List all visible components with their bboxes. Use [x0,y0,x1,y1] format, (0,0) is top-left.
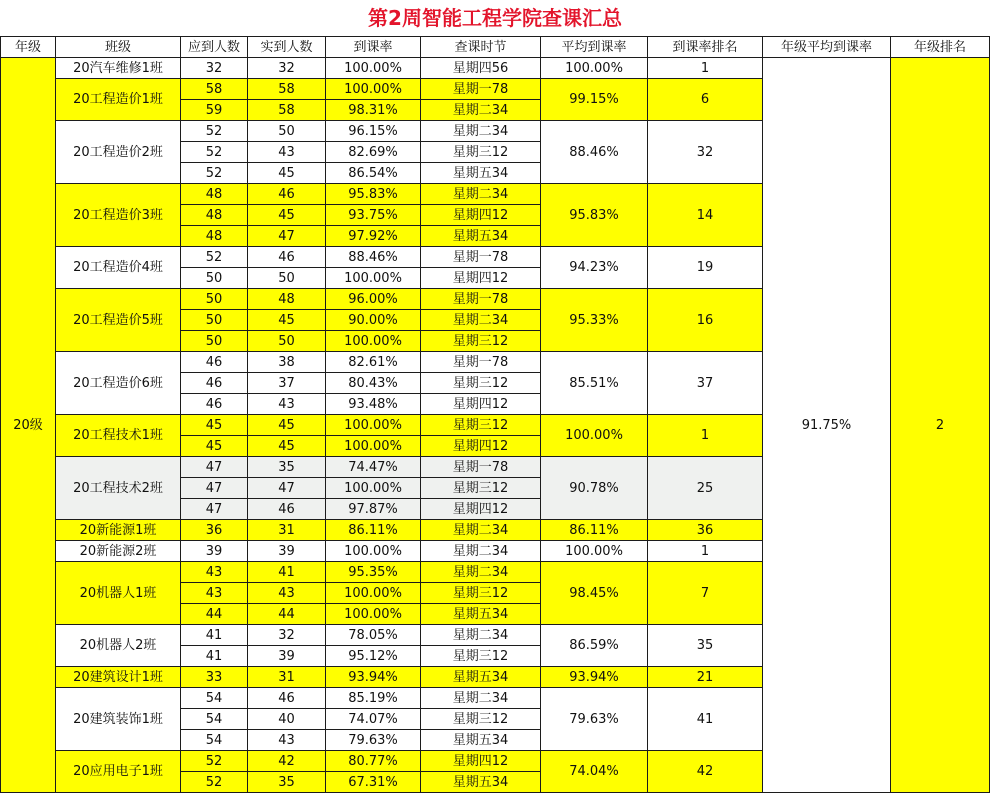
attendance-rate-cell: 97.87% [326,499,421,520]
average-rate-cell: 86.59% [541,625,648,667]
actual-count-cell: 46 [248,247,326,268]
check-period-cell: 星期三12 [421,583,541,604]
check-period-cell: 星期五34 [421,604,541,625]
average-rate-cell: 95.83% [541,184,648,247]
attendance-rate-cell: 93.75% [326,205,421,226]
actual-count-cell: 46 [248,184,326,205]
check-period-cell: 星期二34 [421,541,541,562]
actual-count-cell: 47 [248,226,326,247]
check-period-cell: 星期五34 [421,163,541,184]
check-period-cell: 星期五34 [421,226,541,247]
rate-rank-cell: 42 [648,751,763,793]
expected-count-cell: 58 [181,79,248,100]
header-row [1,37,990,58]
average-rate-cell: 100.00% [541,541,648,562]
check-period-cell: 星期五34 [421,667,541,688]
class-name-cell: 20机器人1班 [56,562,181,625]
actual-count-cell: 43 [248,730,326,751]
actual-count-cell: 43 [248,394,326,415]
expected-count-cell: 59 [181,100,248,121]
attendance-rate-cell: 100.00% [326,79,421,100]
check-period-cell: 星期一78 [421,457,541,478]
check-period-cell: 星期四12 [421,268,541,289]
actual-count-cell: 39 [248,646,326,667]
expected-count-cell: 41 [181,625,248,646]
attendance-rate-cell: 80.43% [326,373,421,394]
rate-rank-cell: 1 [648,415,763,457]
table-header [1,37,990,58]
rate-rank-cell: 16 [648,289,763,352]
actual-count-cell: 45 [248,436,326,457]
grade-rank-cell: 2 [891,58,990,793]
check-period-cell: 星期三12 [421,331,541,352]
check-period-cell: 星期四12 [421,205,541,226]
page-title: 第2周智能工程学院查课汇总 [368,6,622,30]
attendance-rate-cell: 67.31% [326,772,421,793]
attendance-rate-cell: 96.00% [326,289,421,310]
expected-count-cell: 32 [181,58,248,79]
rate-rank-cell: 36 [648,520,763,541]
attendance-rate-cell: 86.54% [326,163,421,184]
class-name-cell: 20工程造价2班 [56,121,181,184]
class-name-cell: 20工程技术2班 [56,457,181,520]
average-rate-cell: 99.15% [541,79,648,121]
expected-count-cell: 50 [181,289,248,310]
attendance-rate-cell: 86.11% [326,520,421,541]
header-actual-count: 实到人数 [248,37,326,58]
actual-count-cell: 47 [248,478,326,499]
attendance-rate-cell: 95.83% [326,184,421,205]
expected-count-cell: 50 [181,268,248,289]
expected-count-cell: 52 [181,163,248,184]
check-period-cell: 星期二34 [421,310,541,331]
attendance-rate-cell: 100.00% [326,583,421,604]
header-check-period: 查课时节 [421,37,541,58]
attendance-rate-cell: 85.19% [326,688,421,709]
rate-rank-cell: 7 [648,562,763,625]
actual-count-cell: 39 [248,541,326,562]
average-rate-cell: 86.11% [541,520,648,541]
check-period-cell: 星期三12 [421,478,541,499]
rate-rank-cell: 19 [648,247,763,289]
check-period-cell: 星期四12 [421,394,541,415]
actual-count-cell: 50 [248,121,326,142]
header-grade: 年级 [1,37,56,58]
check-period-cell: 星期一78 [421,247,541,268]
expected-count-cell: 46 [181,352,248,373]
attendance-rate-cell: 95.12% [326,646,421,667]
average-rate-cell: 74.04% [541,751,648,793]
expected-count-cell: 50 [181,331,248,352]
check-period-cell: 星期二34 [421,100,541,121]
attendance-rate-cell: 100.00% [326,268,421,289]
expected-count-cell: 52 [181,121,248,142]
rate-rank-cell: 1 [648,58,763,79]
check-period-cell: 星期一78 [421,79,541,100]
actual-count-cell: 32 [248,58,326,79]
expected-count-cell: 36 [181,520,248,541]
expected-count-cell: 45 [181,415,248,436]
attendance-rate-cell: 79.63% [326,730,421,751]
rate-rank-cell: 6 [648,79,763,121]
expected-count-cell: 43 [181,583,248,604]
average-rate-cell: 98.45% [541,562,648,625]
class-name-cell: 20工程技术1班 [56,415,181,457]
attendance-table [0,36,990,793]
header-expected-count: 应到人数 [181,37,248,58]
check-period-cell: 星期三12 [421,415,541,436]
actual-count-cell: 43 [248,583,326,604]
attendance-rate-cell: 80.77% [326,751,421,772]
actual-count-cell: 38 [248,352,326,373]
expected-count-cell: 41 [181,646,248,667]
expected-count-cell: 47 [181,499,248,520]
actual-count-cell: 35 [248,772,326,793]
rate-rank-cell: 25 [648,457,763,520]
expected-count-cell: 46 [181,373,248,394]
actual-count-cell: 45 [248,163,326,184]
attendance-rate-cell: 96.15% [326,121,421,142]
table-body [1,58,990,793]
attendance-rate-cell: 100.00% [326,541,421,562]
actual-count-cell: 50 [248,268,326,289]
expected-count-cell: 47 [181,478,248,499]
rate-rank-cell: 1 [648,541,763,562]
check-period-cell: 星期三12 [421,142,541,163]
check-period-cell: 星期三12 [421,709,541,730]
class-name-cell: 20建筑装饰1班 [56,688,181,751]
actual-count-cell: 43 [248,142,326,163]
attendance-rate-cell: 82.69% [326,142,421,163]
actual-count-cell: 31 [248,520,326,541]
rate-rank-cell: 21 [648,667,763,688]
attendance-rate-cell: 82.61% [326,352,421,373]
average-rate-cell: 85.51% [541,352,648,415]
check-period-cell: 星期五34 [421,772,541,793]
check-period-cell: 星期二34 [421,625,541,646]
average-rate-cell: 95.33% [541,289,648,352]
check-period-cell: 星期三12 [421,646,541,667]
expected-count-cell: 48 [181,226,248,247]
check-period-cell: 星期四12 [421,751,541,772]
class-name-cell: 20应用电子1班 [56,751,181,793]
actual-count-cell: 31 [248,667,326,688]
class-name-cell: 20工程造价3班 [56,184,181,247]
attendance-rate-cell: 100.00% [326,478,421,499]
rate-rank-cell: 35 [648,625,763,667]
expected-count-cell: 48 [181,205,248,226]
average-rate-cell: 100.00% [541,415,648,457]
actual-count-cell: 35 [248,457,326,478]
attendance-rate-cell: 93.94% [326,667,421,688]
attendance-rate-cell: 100.00% [326,58,421,79]
expected-count-cell: 54 [181,709,248,730]
attendance-rate-cell: 74.47% [326,457,421,478]
check-period-cell: 星期二34 [421,121,541,142]
expected-count-cell: 44 [181,604,248,625]
expected-count-cell: 54 [181,730,248,751]
grade-cell: 20级 [1,58,56,793]
check-period-cell: 星期四56 [421,58,541,79]
actual-count-cell: 37 [248,373,326,394]
expected-count-cell: 47 [181,457,248,478]
rate-rank-cell: 14 [648,184,763,247]
average-rate-cell: 93.94% [541,667,648,688]
header-average-rate: 平均到课率 [541,37,648,58]
expected-count-cell: 54 [181,688,248,709]
expected-count-cell: 45 [181,436,248,457]
attendance-rate-cell: 100.00% [326,604,421,625]
rate-rank-cell: 37 [648,352,763,415]
expected-count-cell: 52 [181,772,248,793]
class-name-cell: 20工程造价1班 [56,79,181,121]
attendance-rate-cell: 98.31% [326,100,421,121]
check-period-cell: 星期四12 [421,436,541,457]
attendance-rate-cell: 100.00% [326,331,421,352]
expected-count-cell: 46 [181,394,248,415]
attendance-rate-cell: 88.46% [326,247,421,268]
expected-count-cell: 52 [181,247,248,268]
class-name-cell: 20汽车维修1班 [56,58,181,79]
check-period-cell: 星期四12 [421,499,541,520]
average-rate-cell: 100.00% [541,58,648,79]
check-period-cell: 星期二34 [421,562,541,583]
class-name-cell: 20工程造价6班 [56,352,181,415]
average-rate-cell: 94.23% [541,247,648,289]
attendance-rate-cell: 100.00% [326,436,421,457]
header-grade-rank: 年级排名 [891,37,990,58]
average-rate-cell: 88.46% [541,121,648,184]
actual-count-cell: 44 [248,604,326,625]
attendance-rate-cell: 100.00% [326,415,421,436]
header-grade-average-rate: 年级平均到课率 [763,37,891,58]
check-period-cell: 星期二34 [421,184,541,205]
actual-count-cell: 42 [248,751,326,772]
expected-count-cell: 39 [181,541,248,562]
check-period-cell: 星期二34 [421,688,541,709]
class-name-cell: 20机器人2班 [56,625,181,667]
check-period-cell: 星期二34 [421,520,541,541]
check-period-cell: 星期一78 [421,352,541,373]
expected-count-cell: 52 [181,751,248,772]
actual-count-cell: 45 [248,205,326,226]
actual-count-cell: 46 [248,688,326,709]
expected-count-cell: 52 [181,142,248,163]
table-row [1,58,990,79]
check-period-cell: 星期五34 [421,730,541,751]
actual-count-cell: 58 [248,79,326,100]
actual-count-cell: 41 [248,562,326,583]
actual-count-cell: 50 [248,331,326,352]
class-name-cell: 20工程造价4班 [56,247,181,289]
actual-count-cell: 46 [248,499,326,520]
attendance-rate-cell: 95.35% [326,562,421,583]
attendance-rate-cell: 93.48% [326,394,421,415]
header-rate-rank: 到课率排名 [648,37,763,58]
check-period-cell: 星期一78 [421,289,541,310]
class-name-cell: 20新能源2班 [56,541,181,562]
attendance-rate-cell: 74.07% [326,709,421,730]
rate-rank-cell: 41 [648,688,763,751]
header-class: 班级 [56,37,181,58]
attendance-rate-cell: 97.92% [326,226,421,247]
grade-average-rate-cell: 91.75% [763,58,891,793]
actual-count-cell: 32 [248,625,326,646]
actual-count-cell: 45 [248,415,326,436]
expected-count-cell: 43 [181,562,248,583]
average-rate-cell: 79.63% [541,688,648,751]
expected-count-cell: 33 [181,667,248,688]
expected-count-cell: 48 [181,184,248,205]
attendance-rate-cell: 90.00% [326,310,421,331]
actual-count-cell: 58 [248,100,326,121]
check-period-cell: 星期三12 [421,373,541,394]
average-rate-cell: 90.78% [541,457,648,520]
actual-count-cell: 48 [248,289,326,310]
expected-count-cell: 50 [181,310,248,331]
attendance-rate-cell: 78.05% [326,625,421,646]
class-name-cell: 20工程造价5班 [56,289,181,352]
header-attendance-rate: 到课率 [326,37,421,58]
class-name-cell: 20新能源1班 [56,520,181,541]
rate-rank-cell: 32 [648,121,763,184]
class-name-cell: 20建筑设计1班 [56,667,181,688]
actual-count-cell: 45 [248,310,326,331]
actual-count-cell: 40 [248,709,326,730]
